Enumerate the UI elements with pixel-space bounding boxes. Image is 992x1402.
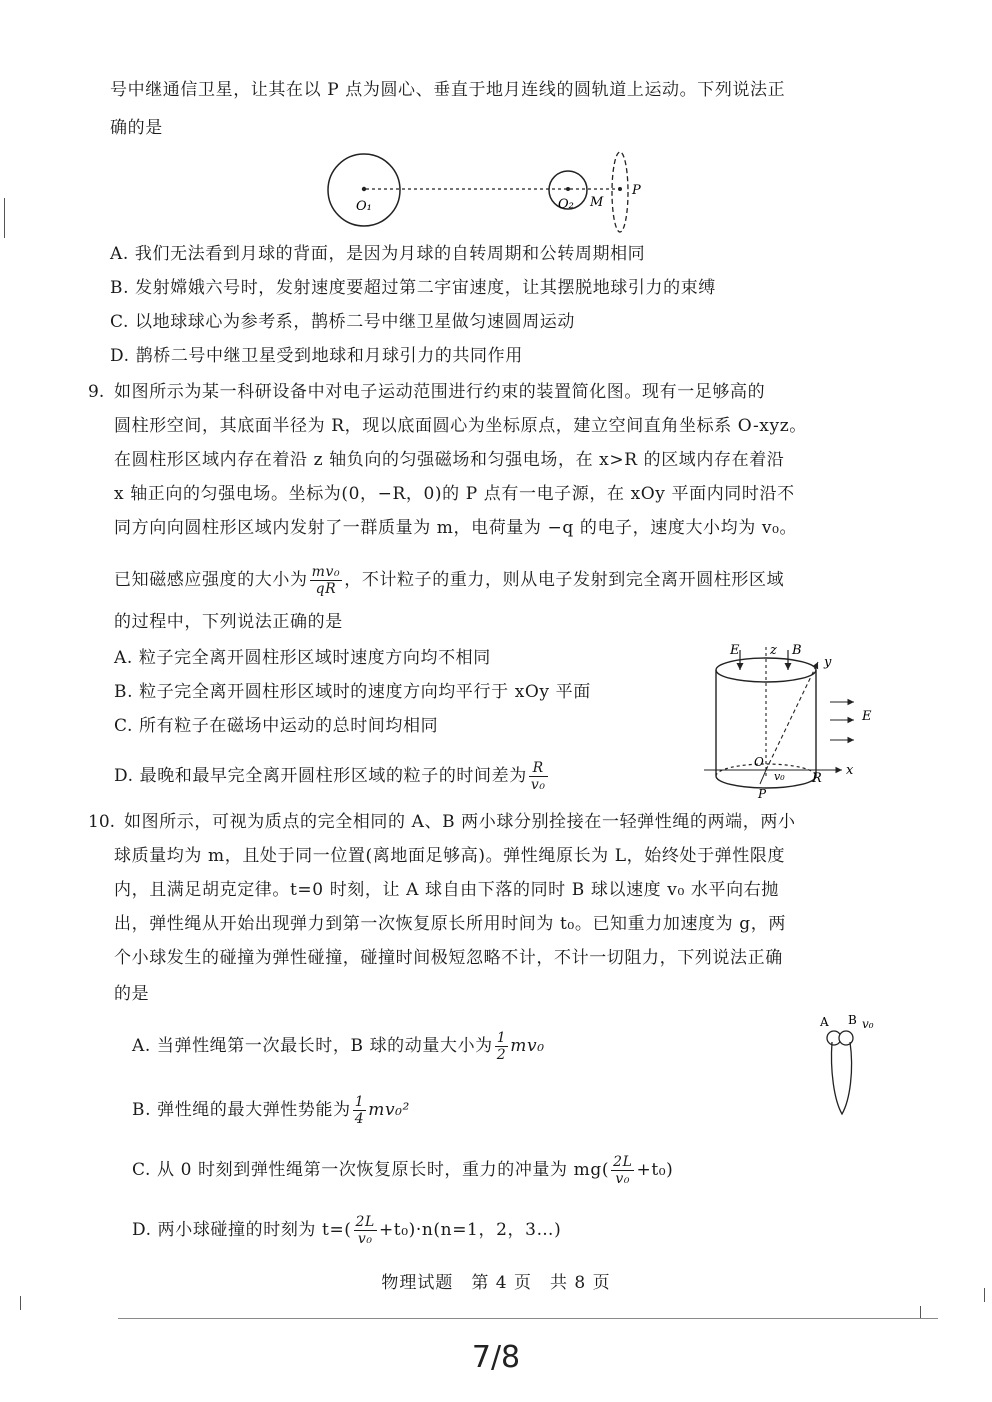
q10-option-b-text: B. 弹性绳的最大弹性势能为 — [132, 1100, 351, 1120]
q10-d-num: 2L — [355, 1214, 375, 1230]
label-m: M — [590, 195, 604, 210]
relay-orbit — [612, 152, 628, 232]
q10-number: 10. — [88, 812, 116, 832]
q9-option-a: A. 粒子完全离开圆柱形区域时速度方向均不相同 — [114, 648, 491, 668]
label-b: B — [848, 1013, 857, 1027]
q10-b-num: 1 — [354, 1094, 365, 1110]
q9-d-den: v₀ — [530, 777, 546, 793]
q10-c-den: v₀ — [615, 1171, 631, 1187]
q8-earth-moon-diagram — [320, 148, 650, 236]
q9-option-c: C. 所有粒子在磁场中运动的总时间均相同 — [114, 716, 439, 736]
q10-c-fraction — [611, 1154, 634, 1187]
q9-line6-pre: 已知磁感应强度的大小为 — [114, 570, 308, 590]
q8-option-b: B. 发射嫦娥六号时，发射速度要超过第二宇宙速度，让其摆脱地球引力的束缚 — [110, 278, 716, 298]
label-e2: E — [862, 709, 872, 724]
q10-stem-line6: 的是 — [114, 984, 150, 1004]
q9-line6-post: ，不计粒子的重力，则从电子发射到完全离开圆柱形区域 — [344, 570, 785, 590]
q9-stem-line6 — [114, 564, 784, 597]
q10-option-c — [132, 1154, 673, 1187]
q9-stem-line5: 同方向向圆柱形区域内发射了一群质量为 m，电荷量为 −q 的电子，速度大小均为 v₀。 — [114, 518, 798, 538]
q10-balls-diagram — [812, 1010, 892, 1120]
q9-option-d-text: D. 最晚和最早完全离开圆柱形区域的粒子的时间差为 — [114, 766, 527, 786]
q10-a-post: mv₀ — [510, 1036, 545, 1056]
q10-stem-line5: 个小球发生的碰撞为弹性碰撞，碰撞时间极短忽略不计，不计一切阻力，下列说法正确 — [114, 948, 783, 968]
q9-number: 9. — [88, 382, 105, 402]
q10-a-fraction — [495, 1030, 509, 1063]
q9-option-d — [114, 760, 550, 793]
scan-edge-mark — [4, 198, 5, 238]
q9-d-num: R — [529, 760, 548, 777]
q10-b-fraction — [353, 1094, 367, 1127]
q10-stem-line3: 内，且满足胡克定律。t=0 时刻，让 A 球自由下落的同时 B 球以速度 v₀ 水平向右抛 — [114, 880, 779, 900]
y-axis — [766, 662, 818, 770]
q9-b-den: qR — [315, 581, 337, 597]
q10-b-den: 4 — [354, 1111, 365, 1127]
ball-b — [839, 1031, 853, 1045]
q8-option-a: A. 我们无法看到月球的背面，是因为月球的自转周期和公转周期相同 — [110, 244, 646, 264]
q10-option-a-text: A. 当弹性绳第一次最长时，B 球的动量大小为 — [132, 1036, 493, 1056]
page-footer: 物理试题 第 4 页 共 8 页 — [381, 1273, 611, 1293]
q10-stem-line2: 球质量均为 m，且处于同一位置(离地面足够高)。弹性绳原长为 L，始终处于弹性限度 — [114, 846, 786, 866]
label-o: O — [754, 755, 764, 769]
q10-d-fraction — [354, 1214, 377, 1247]
q8-stem-line2: 确的是 — [110, 118, 163, 138]
earth-center — [362, 187, 366, 191]
elastic-cord-loop — [831, 1042, 851, 1114]
q10-d-post: +t₀)·n(n=1，2，3…) — [378, 1220, 562, 1240]
label-a: A — [820, 1015, 829, 1029]
crop-mark-right — [920, 1306, 921, 1318]
label-o1: O₁ — [356, 199, 372, 214]
q10-option-d-text: D. 两小球碰撞的时刻为 t=( — [132, 1220, 352, 1240]
q9-b-fraction — [310, 564, 343, 597]
q9-d-fraction — [529, 760, 548, 793]
q10-c-post: +t₀) — [636, 1160, 674, 1180]
crop-mark-edge — [984, 1288, 985, 1302]
label-y: y — [824, 655, 832, 670]
label-z: z — [770, 643, 777, 658]
crop-mark-left — [20, 1296, 21, 1310]
q10-a-den: 2 — [496, 1047, 507, 1063]
q10-a-num: 1 — [496, 1030, 507, 1046]
label-v0: v₀ — [774, 770, 785, 783]
q10-stem-line1: 如图所示，可视为质点的完全相同的 A、B 两小球分别拴接在一轻弹性绳的两端，两小 — [124, 812, 796, 832]
label-o2: O₂ — [558, 197, 574, 212]
q10-b-post: mv₀² — [368, 1100, 410, 1120]
q10-option-a — [132, 1030, 545, 1063]
label-x: x — [846, 763, 854, 778]
label-p: P — [632, 183, 641, 198]
label-r: R — [812, 771, 822, 786]
label-b: B — [792, 643, 802, 658]
q8-option-c: C. 以地球球心为参考系，鹊桥二号中继卫星做匀速圆周运动 — [110, 312, 576, 332]
q8-stem-line1: 号中继通信卫星，让其在以 P 点为圆心、垂直于地月连线的圆轨道上运动。下列说法正 — [110, 80, 786, 100]
q9-option-b: B. 粒子完全离开圆柱形区域时的速度方向均平行于 xOy 平面 — [114, 682, 591, 702]
q9-stem-line1: 如图所示为某一科研设备中对电子运动范围进行约束的装置简化图。现有一足够高的 — [114, 382, 766, 402]
q9-stem-line4: x 轴正向的匀强电场。坐标为(0，−R，0)的 P 点有一电子源，在 xOy 平面内同时沿不 — [114, 484, 795, 504]
q10-stem-line4: 出，弹性绳从开始出现弹力到第一次恢复原长所用时间为 t₀。已知重力加速度为 g，两 — [114, 914, 786, 934]
q9-stem-line2: 圆柱形空间，其底面半径为 R，现以底面圆心为坐标原点，建立空间直角坐标系 O-xyz。 — [114, 416, 807, 436]
q10-option-c-text: C. 从 0 时刻到弹性绳第一次恢复原长时，重力的冲量为 mg( — [132, 1160, 610, 1180]
q10-d-den: v₀ — [357, 1231, 373, 1247]
label-p: P — [758, 787, 767, 801]
page-counter: 7/8 — [471, 1340, 521, 1375]
q10-option-d — [132, 1214, 561, 1247]
label-v0: v₀ — [862, 1017, 874, 1031]
q10-c-num: 2L — [613, 1154, 633, 1170]
q9-b-num: mv₀ — [311, 564, 341, 580]
q9-stem-line7: 的过程中，下列说法正确的是 — [114, 612, 343, 632]
q8-option-d: D. 鹊桥二号中继卫星受到地球和月球引力的共同作用 — [110, 346, 523, 366]
electron-path — [760, 770, 766, 784]
q9-cylinder-diagram — [700, 636, 890, 806]
label-e1: E — [730, 643, 740, 658]
q9-stem-line3: 在圆柱形区域内存在着沿 z 轴负向的匀强磁场和匀强电场，在 x>R 的区域内存在着沿 — [114, 450, 785, 470]
footer-rule — [118, 1318, 938, 1319]
q10-option-b — [132, 1094, 410, 1127]
point-p — [618, 187, 622, 191]
